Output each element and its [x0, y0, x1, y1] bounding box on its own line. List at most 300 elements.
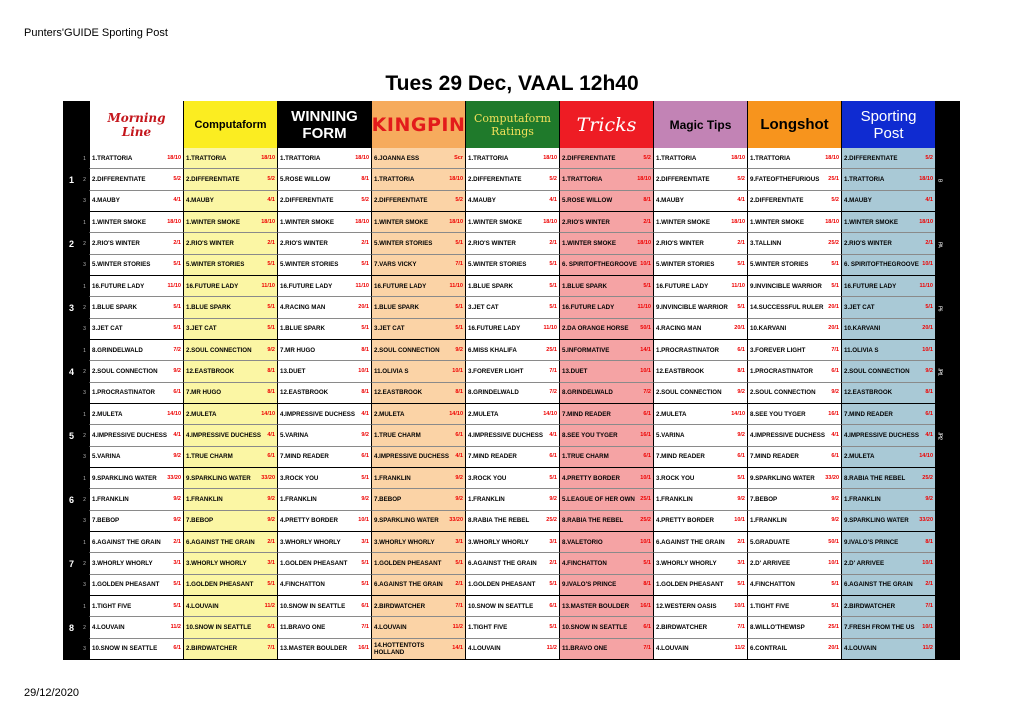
- odds: 2/1: [267, 239, 275, 246]
- odds: 6/1: [925, 410, 933, 417]
- tip-cell: [653, 425, 747, 446]
- tip-cell: [841, 319, 935, 340]
- tip-cell: [559, 553, 653, 574]
- odds: 18/10: [355, 154, 369, 161]
- tip-cell: [183, 191, 277, 212]
- horse-name: 12.EASTBROOK: [374, 389, 423, 397]
- horse-name: 16.FUTURE LADY: [468, 325, 521, 333]
- tip-cell: [559, 233, 653, 254]
- tip-cell: [465, 617, 559, 638]
- odds: 3/1: [173, 559, 181, 566]
- horse-name: 2.SOUL CONNECTION: [186, 346, 252, 354]
- horse-name: 1.WINTER SMOKE: [186, 218, 240, 226]
- odds: 5/2: [549, 175, 557, 182]
- horse-name: 16.FUTURE LADY: [92, 282, 145, 290]
- tip-cell: [653, 447, 747, 468]
- odds: 6/1: [643, 453, 651, 460]
- tip-cell: [747, 639, 841, 660]
- tip-cell: [747, 553, 841, 574]
- tip-cell: [747, 404, 841, 425]
- odds: 5/1: [737, 474, 745, 481]
- tip-cell: [747, 340, 841, 361]
- odds: 8/1: [361, 346, 369, 353]
- odds: 9/2: [361, 495, 369, 502]
- horse-name: 7.MIND READER: [656, 453, 705, 461]
- horse-name: 2.DIFFERENTIATE: [186, 175, 240, 183]
- horse-name: 4.IMPRESSIVE DUCHESS: [468, 431, 543, 439]
- tip-cell: [747, 383, 841, 404]
- horse-name: 11.BRAVO ONE: [562, 645, 608, 653]
- horse-name: 5.WINTER STORIES: [374, 239, 433, 247]
- footer-date: 29/12/2020: [24, 687, 80, 699]
- tip-cell: [183, 617, 277, 638]
- tip-cell: [371, 553, 465, 574]
- tip-cell: [841, 553, 935, 574]
- tip-cell: [183, 255, 277, 276]
- horse-name: 2.DIFFERENTIATE: [750, 197, 804, 205]
- odds: 6/1: [737, 346, 745, 353]
- odds: 5/1: [831, 261, 839, 268]
- tip-cell: [653, 169, 747, 190]
- horse-name: 1.TRATTORIA: [844, 175, 885, 183]
- odds: 11/10: [355, 282, 369, 289]
- odds: 9/2: [925, 367, 933, 374]
- odds: 20/1: [734, 325, 745, 332]
- odds: 6/1: [831, 367, 839, 374]
- position-number: 3: [80, 319, 89, 340]
- horse-name: 8.WILLO'THEWISP: [750, 623, 805, 631]
- horse-name: 3.WHORLY WHORLY: [374, 538, 435, 546]
- odds: 33/20: [261, 474, 275, 481]
- race-number: 1: [63, 148, 80, 212]
- horse-name: 13.DUET: [280, 367, 306, 375]
- horse-name: 3.FOREVER LIGHT: [750, 346, 806, 354]
- tip-cell: [559, 361, 653, 382]
- tip-cell: [371, 596, 465, 617]
- horse-name: 2.D' ARRIVEE: [750, 559, 791, 567]
- odds: 5/1: [549, 261, 557, 268]
- horse-name: 3.JET CAT: [92, 325, 123, 333]
- odds: 11/2: [734, 645, 745, 652]
- horse-name: 2.MULETA: [656, 410, 687, 418]
- pool-label: [935, 532, 944, 596]
- tip-cell: [841, 575, 935, 596]
- odds: 18/10: [543, 218, 557, 225]
- odds: 5/1: [267, 581, 275, 588]
- odds: 4/1: [925, 197, 933, 204]
- odds: 6/1: [173, 389, 181, 396]
- odds: 10/1: [640, 261, 651, 268]
- odds: 18/10: [825, 218, 839, 225]
- horse-name: 9.INVINCIBLE WARRIOR: [750, 282, 822, 290]
- tip-cell: [89, 276, 183, 297]
- horse-name: 14.SUCCESSFUL RULER: [750, 303, 824, 311]
- tip-cell: [653, 340, 747, 361]
- tip-cell: [183, 383, 277, 404]
- tip-cell: [653, 404, 747, 425]
- horse-name: 2.D' ARRIVEE: [844, 559, 885, 567]
- odds: 5/1: [925, 303, 933, 310]
- horse-name: 4.LOUVAIN: [374, 623, 407, 631]
- odds: 6/1: [737, 453, 745, 460]
- horse-name: 1.WINTER SMOKE: [280, 218, 334, 226]
- tip-cell: [183, 468, 277, 489]
- horse-name: 2.RIO'S WINTER: [562, 218, 610, 226]
- horse-name: 4.MAUBY: [844, 197, 872, 205]
- horse-name: 3.WHORLY WHORLY: [468, 538, 529, 546]
- odds: 4/1: [361, 410, 369, 417]
- odds: 25/1: [546, 346, 557, 353]
- odds: 9/2: [737, 495, 745, 502]
- horse-name: 8.GRINDELWALD: [562, 389, 613, 397]
- tip-cell: [371, 425, 465, 446]
- horse-name: 2.SOUL CONNECTION: [656, 389, 722, 397]
- odds: 7/2: [173, 346, 181, 353]
- odds: 5/1: [361, 559, 369, 566]
- horse-name: 1.PROCRASTINATOR: [656, 346, 720, 354]
- odds: 2/1: [925, 239, 933, 246]
- tip-cell: [559, 468, 653, 489]
- horse-name: 11.OLIVIA S: [374, 367, 409, 375]
- header-corner-2: [80, 101, 89, 148]
- odds: 6/1: [831, 453, 839, 460]
- horse-name: 9.SPARKLING WATER: [92, 474, 157, 482]
- odds: 10/1: [828, 559, 839, 566]
- position-number: 2: [80, 169, 89, 190]
- horse-name: 5.WINTER STORIES: [468, 261, 527, 269]
- odds: 7/1: [455, 602, 463, 609]
- tip-cell: [653, 617, 747, 638]
- tip-cell: [841, 148, 935, 169]
- tip-cell: [277, 233, 371, 254]
- tip-cell: [747, 596, 841, 617]
- horse-name: 1.WINTER SMOKE: [656, 218, 710, 226]
- horse-name: 10.SNOW IN SEATTLE: [92, 645, 158, 653]
- odds: 8/1: [267, 389, 275, 396]
- odds: 3/1: [737, 559, 745, 566]
- tip-cell: [89, 148, 183, 169]
- tip-cell: [277, 148, 371, 169]
- tip-cell: [371, 148, 465, 169]
- odds: 5/1: [831, 581, 839, 588]
- odds: 25/1: [640, 495, 651, 502]
- odds: 25/1: [828, 175, 839, 182]
- odds: 8/1: [925, 538, 933, 545]
- odds: 20/1: [922, 325, 933, 332]
- tip-cell: [841, 404, 935, 425]
- horse-name: 7.BEBOP: [374, 495, 402, 503]
- tip-cell: [277, 553, 371, 574]
- horse-name: 7.BEBOP: [750, 495, 778, 503]
- odds: 18/10: [637, 175, 651, 182]
- tip-cell: [183, 340, 277, 361]
- horse-name: 4.LOUVAIN: [468, 645, 501, 653]
- tip-cell: [89, 361, 183, 382]
- horse-name: 16.FUTURE LADY: [562, 303, 615, 311]
- tip-cell: [465, 255, 559, 276]
- odds: 11/2: [170, 623, 181, 630]
- tip-cell: [747, 169, 841, 190]
- tip-cell: [841, 169, 935, 190]
- race-number: 7: [63, 532, 80, 596]
- horse-name: 6.AGAINST THE GRAIN: [468, 559, 537, 567]
- tip-cell: [371, 383, 465, 404]
- tip-cell: [841, 447, 935, 468]
- horse-name: 14.HOTTENTOTS HOLLAND: [374, 641, 425, 656]
- tip-cell: [183, 233, 277, 254]
- odds: 5/2: [643, 154, 651, 161]
- race-number: 2: [63, 212, 80, 276]
- tip-cell: [277, 489, 371, 510]
- odds: 18/10: [449, 218, 463, 225]
- position-number: 2: [80, 297, 89, 318]
- tip-cell: [277, 532, 371, 553]
- pool-label: J P t 1: [935, 340, 944, 404]
- tip-cell: [653, 596, 747, 617]
- tip-cell: [465, 425, 559, 446]
- tip-cell: [747, 532, 841, 553]
- odds: 14/1: [640, 346, 651, 353]
- tip-cell: [841, 383, 935, 404]
- horse-name: 1.PROCRASTINATOR: [750, 367, 814, 375]
- odds: 2/1: [643, 218, 651, 225]
- horse-name: 2.BIRDWATCHER: [844, 602, 896, 610]
- horse-name: 6.AGAINST THE GRAIN: [92, 538, 161, 546]
- position-number: 2: [80, 425, 89, 446]
- horse-name: 1.BLUE SPARK: [280, 325, 325, 333]
- position-number: 1: [80, 404, 89, 425]
- tip-cell: [653, 148, 747, 169]
- odds: 20/1: [358, 303, 369, 310]
- odds: 5/1: [267, 303, 275, 310]
- horse-name: 2.MULETA: [374, 410, 405, 418]
- tip-cell: [89, 553, 183, 574]
- tip-cell: [653, 553, 747, 574]
- tip-cell: [559, 319, 653, 340]
- horse-name: 4.IMPRESSIVE DUCHESS: [92, 431, 167, 439]
- horse-name: 1.WINTER SMOKE: [468, 218, 522, 226]
- tip-cell: [183, 276, 277, 297]
- pool-label: P A: [935, 212, 944, 276]
- tip-cell: [465, 191, 559, 212]
- odds: 11/10: [261, 282, 275, 289]
- odds: 5/1: [361, 325, 369, 332]
- tip-cell: [653, 511, 747, 532]
- odds: 5/2: [361, 197, 369, 204]
- horse-name: 3.JET CAT: [186, 325, 217, 333]
- tip-cell: [183, 361, 277, 382]
- horse-name: 4.IMPRESSIVE DUCHESS: [750, 431, 825, 439]
- odds: Scr: [454, 154, 463, 161]
- odds: 10/1: [922, 559, 933, 566]
- odds: 4/1: [455, 453, 463, 460]
- tip-cell: [465, 383, 559, 404]
- horse-name: 6. SPIRITOFTHEGROOVE: [562, 261, 637, 269]
- horse-name: 1.TRATTORIA: [374, 175, 415, 183]
- tip-cell: [89, 425, 183, 446]
- horse-name: 1.BLUE SPARK: [186, 303, 231, 311]
- horse-name: 1.WINTER SMOKE: [844, 218, 898, 226]
- tip-cell: [559, 297, 653, 318]
- tip-cell: [559, 191, 653, 212]
- horse-name: 1.TRATTORIA: [186, 154, 227, 162]
- horse-name: 2.DIFFERENTIATE: [92, 175, 146, 183]
- tip-cell: [653, 297, 747, 318]
- odds: 9/2: [549, 495, 557, 502]
- horse-name: 2.MULETA: [468, 410, 499, 418]
- header-corner: [63, 101, 80, 148]
- horse-name: 7.MIND READER: [562, 410, 611, 418]
- odds: 6/1: [173, 645, 181, 652]
- horse-name: 1.GOLDEN PHEASANT: [656, 581, 724, 589]
- horse-name: 1.FRANKLIN: [374, 474, 411, 482]
- odds: 9/2: [173, 453, 181, 460]
- odds: 6/1: [549, 453, 557, 460]
- odds: 14/10: [449, 410, 463, 417]
- odds: 9/2: [455, 346, 463, 353]
- horse-name: 1.GOLDEN PHEASANT: [280, 559, 348, 567]
- tip-cell: [371, 575, 465, 596]
- horse-name: 12.EASTBROOK: [186, 367, 235, 375]
- tip-cell: [277, 212, 371, 233]
- position-number: 2: [80, 617, 89, 638]
- column-header-sporting-post: Sporting Post: [841, 101, 935, 148]
- horse-name: 5.GRADUATE: [750, 538, 790, 546]
- odds: 5/1: [267, 325, 275, 332]
- column-header-computaform-ratings: Computaform Ratings: [465, 101, 559, 148]
- tip-cell: [465, 575, 559, 596]
- tip-cell: [747, 447, 841, 468]
- header-side: [935, 101, 944, 148]
- horse-name: 2.DIFFERENTIATE: [844, 154, 898, 162]
- odds: 11/10: [919, 282, 933, 289]
- tip-cell: [277, 340, 371, 361]
- tip-cell: [277, 319, 371, 340]
- horse-name: 1.FRANKLIN: [186, 495, 223, 503]
- tip-cell: [183, 639, 277, 660]
- odds: 4/1: [549, 431, 557, 438]
- tip-cell: [841, 191, 935, 212]
- horse-name: 2.SOUL CONNECTION: [750, 389, 816, 397]
- horse-name: 2.RIO'S WINTER: [656, 239, 704, 247]
- odds: 8/1: [361, 175, 369, 182]
- odds: 9/2: [737, 389, 745, 396]
- horse-name: 10.SNOW IN SEATTLE: [186, 623, 252, 631]
- position-number: 2: [80, 361, 89, 382]
- tip-cell: [747, 255, 841, 276]
- odds: 5/2: [455, 197, 463, 204]
- odds: 5/1: [173, 261, 181, 268]
- tip-cell: [183, 297, 277, 318]
- pool-label: J P t 2: [935, 404, 944, 468]
- odds: 11/10: [543, 325, 557, 332]
- horse-name: 10.SNOW IN SEATTLE: [468, 602, 534, 610]
- position-number: 3: [80, 383, 89, 404]
- horse-name: 1.TRATTORIA: [280, 154, 321, 162]
- odds: 16/1: [640, 431, 651, 438]
- tip-cell: [89, 383, 183, 404]
- odds: 2/1: [549, 559, 557, 566]
- horse-name: 1.FRANKLIN: [656, 495, 693, 503]
- tip-cell: [183, 425, 277, 446]
- horse-name: 9.SPARKLING WATER: [844, 517, 909, 525]
- horse-name: 12.EASTBROOK: [844, 389, 893, 397]
- odds: 5/2: [831, 197, 839, 204]
- tip-cell: [653, 212, 747, 233]
- tip-cell: [559, 425, 653, 446]
- position-number: 3: [80, 511, 89, 532]
- odds: 6/1: [267, 623, 275, 630]
- odds: 25/2: [922, 474, 933, 481]
- horse-name: 4.MAUBY: [92, 197, 120, 205]
- tip-cell: [277, 575, 371, 596]
- horse-name: 3.WHORLY WHORLY: [656, 559, 717, 567]
- odds: 20/1: [828, 325, 839, 332]
- odds: 8/1: [737, 367, 745, 374]
- horse-name: 4.IMPRESSIVE DUCHESS: [280, 410, 355, 418]
- horse-name: 2.MULETA: [844, 453, 875, 461]
- odds: 5/1: [549, 474, 557, 481]
- horse-name: 3.WHORLY WHORLY: [186, 559, 247, 567]
- tip-cell: [841, 255, 935, 276]
- horse-name: 6.JOANNA ESS: [374, 154, 420, 162]
- horse-name: 5.VARINA: [656, 431, 685, 439]
- pool-label: [935, 596, 944, 660]
- odds: 11/10: [637, 303, 651, 310]
- tip-cell: [371, 297, 465, 318]
- tip-cell: [183, 596, 277, 617]
- tip-cell: [371, 212, 465, 233]
- odds: 2/1: [737, 239, 745, 246]
- odds: 33/20: [825, 474, 839, 481]
- tip-cell: [747, 148, 841, 169]
- tip-cell: [841, 617, 935, 638]
- odds: 2/1: [737, 538, 745, 545]
- horse-name: 5.WINTER STORIES: [280, 261, 339, 269]
- tip-cell: [277, 468, 371, 489]
- odds: 8/1: [643, 581, 651, 588]
- odds: 9/2: [455, 474, 463, 481]
- horse-name: 1.FRANKLIN: [92, 495, 129, 503]
- position-number: 1: [80, 212, 89, 233]
- tip-cell: [277, 511, 371, 532]
- horse-name: 5.WINTER STORIES: [186, 261, 245, 269]
- odds: 10/1: [922, 261, 933, 268]
- column-header-winning-form: WINNING FORM: [277, 101, 371, 148]
- horse-name: 5.WINTER STORIES: [750, 261, 809, 269]
- odds: 14/10: [731, 410, 745, 417]
- odds: 2/1: [549, 239, 557, 246]
- horse-name: 1.GOLDEN PHEASANT: [186, 581, 254, 589]
- column-header-computaform: Computaform: [183, 101, 277, 148]
- tip-cell: [747, 468, 841, 489]
- odds: 5/1: [831, 602, 839, 609]
- odds: 11/2: [264, 602, 275, 609]
- tip-cell: [89, 617, 183, 638]
- odds: 4/1: [173, 197, 181, 204]
- odds: 3/1: [361, 538, 369, 545]
- horse-name: 3.JET CAT: [468, 303, 499, 311]
- tip-cell: [559, 511, 653, 532]
- tip-cell: [653, 255, 747, 276]
- pool-label: P 6: [935, 276, 944, 340]
- odds: 7/1: [267, 645, 275, 652]
- tip-cell: [559, 255, 653, 276]
- tip-cell: [277, 169, 371, 190]
- horse-name: 1.FRANKLIN: [468, 495, 505, 503]
- odds: 10/1: [640, 367, 651, 374]
- odds: 5/1: [361, 474, 369, 481]
